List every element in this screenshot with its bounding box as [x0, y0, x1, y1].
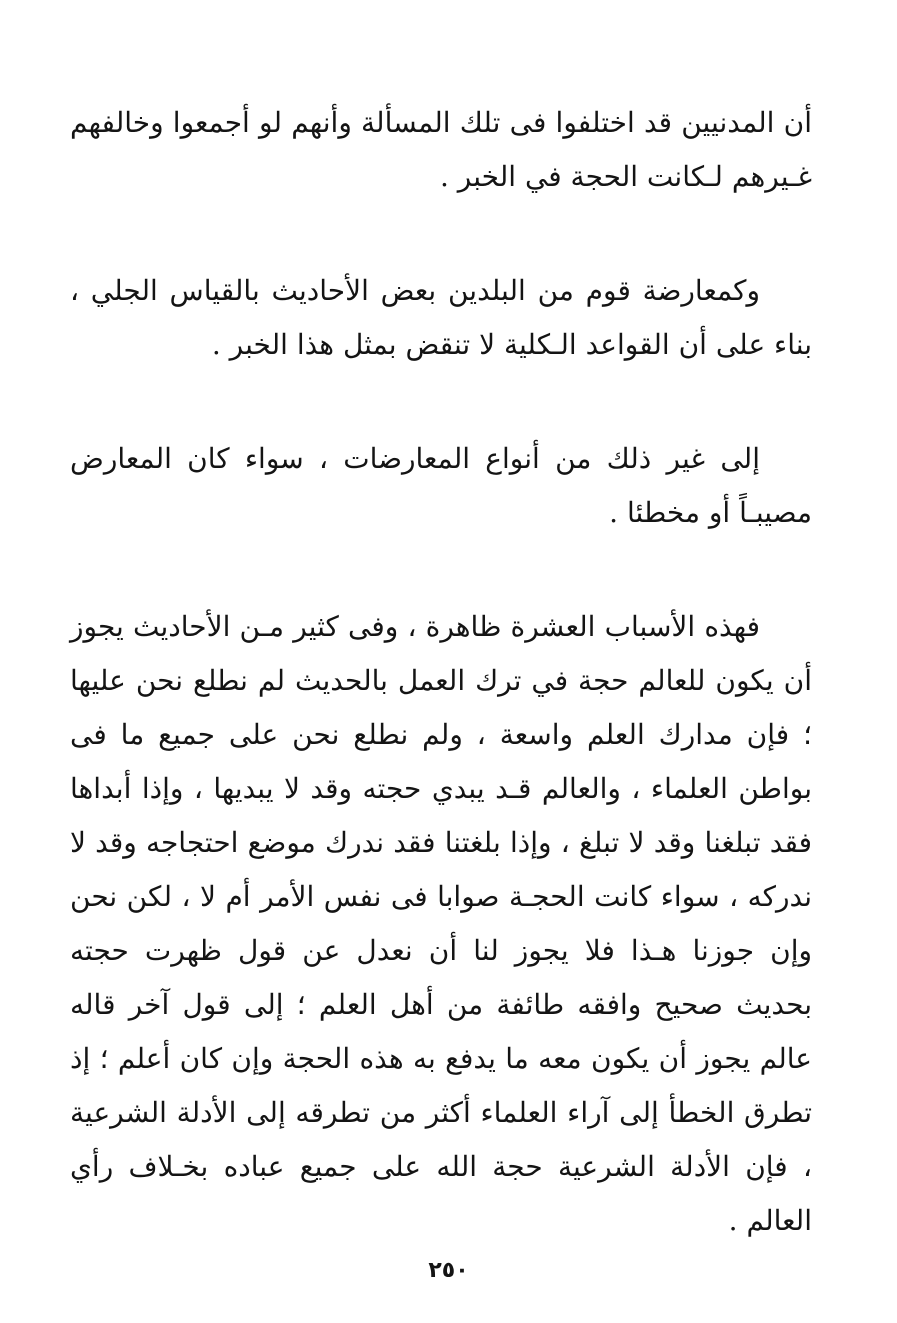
page-number: ٢٥٠: [428, 1258, 469, 1283]
paragraph-2: وكمعارضة قوم من البلدين بعض الأحاديث بالقياس الجلي ، بناء على أن القواعد الـكلية لا تنقض بمثل هذا الخبر .: [70, 274, 812, 361]
paragraph-1: أن المدنيين قد اختلفوا فى تلك المسألة وأنهم لو أجمعوا وخالفهم غـيرهم لـكانت الحجة في الخبر .: [70, 106, 812, 193]
paragraph-3: إلى غير ذلك من أنواع المعارضات ، سواء كان المعارض مصيبـاً أو مخطئا .: [70, 442, 812, 529]
paragraph-4: فهذه الأسباب العشرة ظاهرة ، وفى كثير مـن الأحاديث يجوز أن يكون للعالم حجة في ترك العمل بالحديث لم نطلع نحن عليها ؛ فإن مدارك العلم واسعة ، ولم نطلع نحن على جميع ما فى بواطن العلماء ، والعالم قـد يبدي حجته وقد لا يبديها ، وإذا أبداها فقد تبلغنا وقد لا تبلغ ، وإذا بلغتنا فقد ندرك موضع احتجاجه وقد لا ندركه ، سواء كانت الحجـة صوابا فى نفس الأمر أم لا ، لكن نحن وإن جوزنا هـذا فلا يجوز لنا أن نعدل عن قول ظهرت حجته بحديث صحيح وافقه طائفة من أهل العلم ؛ إلى قول آخر قاله عالم يجوز أن يكون معه ما يدفع به هذه الحجة وإن كان أعلم ؛ إذ تطرق الخطأ إلى آراء العلماء أكثر من تطرقه إلى الأدلة الشرعية ، فإن الأدلة الشرعية حجة الله على جميع عباده بخـلاف رأي العالم .: [70, 610, 812, 1237]
page-body: [70, 96, 812, 1256]
